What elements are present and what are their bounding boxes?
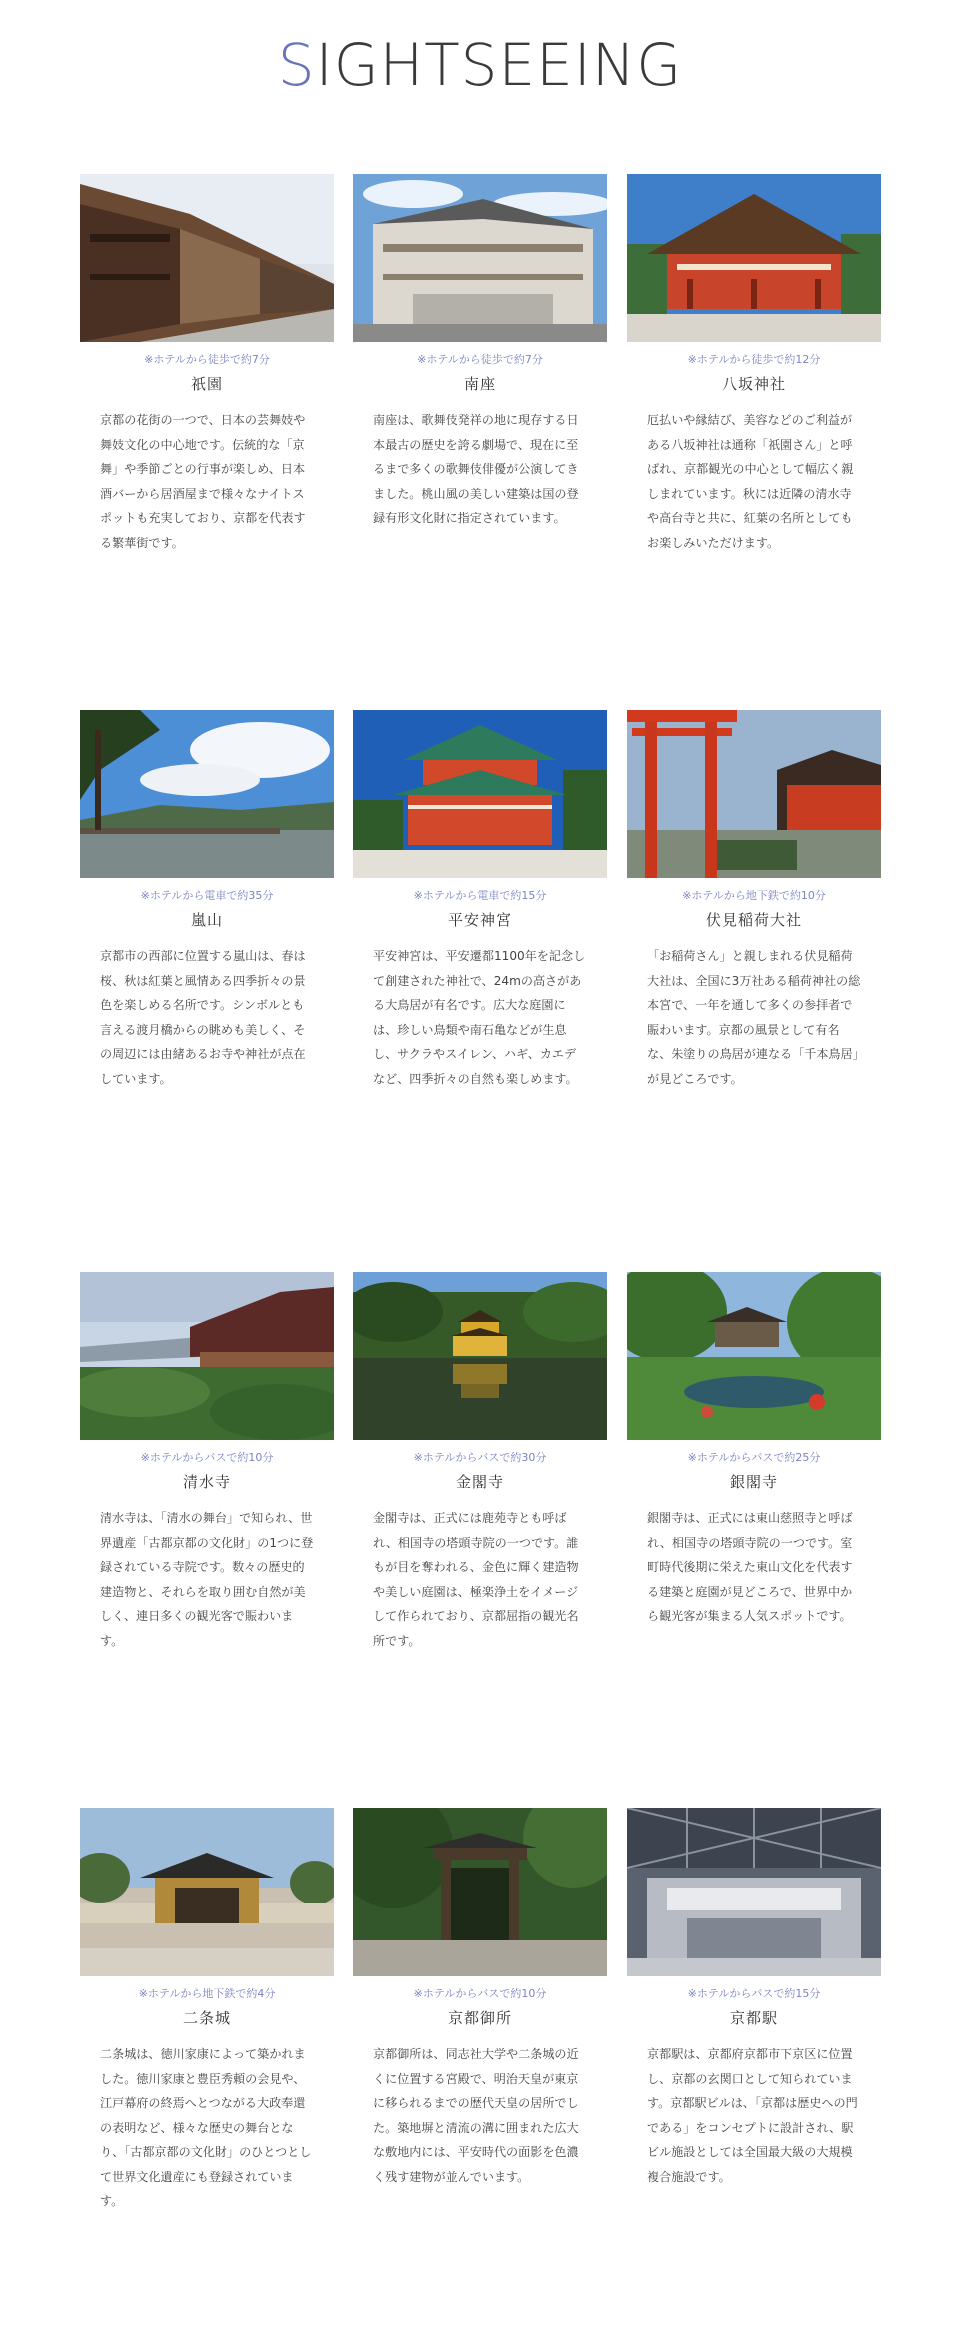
kyoto-gosho-photo xyxy=(353,1808,607,1976)
spot-card-kiyomizu-dera[interactable] xyxy=(80,1272,334,1653)
spot-name: 八坂神社 xyxy=(721,375,786,393)
spot-card-yasaka-shrine[interactable] xyxy=(627,174,881,555)
spot-name: 清水寺 xyxy=(182,1473,231,1491)
spot-access: ※ホテルから地下鉄で約10分 xyxy=(682,889,826,902)
spot-description: 銀閣寺は、正式には東山慈照寺と呼ばれ、相国寺の塔頭寺院の一つです。室町時代後期に栄えた東山文化を代表する建築と庭園が見どころで、世界中から観光客が集まる人気スポットです。 xyxy=(647,1511,853,1623)
spot-card-arashiyama[interactable] xyxy=(80,710,334,1091)
spot-name: 伏見稲荷大社 xyxy=(705,911,802,929)
spot-description: 清水寺は、「清水の舞台」で知られ、世界遺産「古都京都の文化財」の1つに登録されている寺院です。数々の歴史的建造物と、それらを取り囲む自然が美しく、連日多くの観光客で賑わいます。 xyxy=(100,1511,314,1648)
spot-description: 平安神宮は、平安遷都1100年を記念して創建された神社で、24mの高さがある大鳥居が有名です。広大な庭園には、珍しい鳥類や南石亀などが生息し、サクラやスイレン、ハギ、カエデなど、四季折々の自然も楽しめます。 xyxy=(373,949,586,1086)
spot-access: ※ホテルからバスで約25分 xyxy=(687,1451,821,1464)
spot-access: ※ホテルから電車で約15分 xyxy=(413,889,547,902)
arashiyama-photo xyxy=(80,710,334,878)
spot-name: 二条城 xyxy=(182,2009,231,2027)
spot-card-kinkaku-ji[interactable] xyxy=(353,1272,607,1653)
spot-card-heian-shrine[interactable] xyxy=(353,710,607,1091)
spot-access: ※ホテルからバスで約30分 xyxy=(413,1451,547,1464)
spot-card-kyoto-gosho[interactable] xyxy=(353,1808,607,2189)
title-rest: IGHTSEEING xyxy=(315,31,683,99)
spot-name: 祇園 xyxy=(190,375,223,393)
spot-card-kyoto-station[interactable] xyxy=(627,1808,881,2189)
nijo-castle-photo xyxy=(80,1808,334,1976)
spot-access: ※ホテルから徒歩で約12分 xyxy=(687,353,821,366)
title-first-letter: S xyxy=(277,31,316,99)
spot-access: ※ホテルから徒歩で約7分 xyxy=(144,353,270,366)
spot-access: ※ホテルからバスで約15分 xyxy=(687,1987,821,2000)
spot-access: ※ホテルから電車で約35分 xyxy=(140,889,274,902)
heian-shrine-photo xyxy=(353,710,607,878)
kyoto-station-photo xyxy=(627,1808,881,1976)
spot-description: 京都御所は、同志社大学や二条城の近くに位置する宮殿で、明治天皇が東京に移られるまでの歴代天皇の居所でした。築地塀と清流の溝に囲まれた広大な敷地内には、平安時代の面影を色濃く残す建物が並んでいます。 xyxy=(373,2047,579,2184)
spot-description: 南座は、歌舞伎発祥の地に現存する日本最古の歴史を誇る劇場で、現在に至るまで多くの歌舞伎俳優が公演してきました。桃山風の美しい建築は国の登録有形文化財に指定されています。 xyxy=(373,413,579,525)
spot-description: 京都の花街の一つで、日本の芸舞妓や舞妓文化の中心地です。伝統的な「京舞」や季節ごとの行事が楽しめ、日本酒バーから居酒屋まで様々なナイトスポットも充実しており、京都を代表する繁華街です。 xyxy=(100,413,306,550)
spot-name: 銀閣寺 xyxy=(729,1473,778,1491)
spot-description: 京都市の西部に位置する嵐山は、春は桜、秋は紅葉と風情ある四季折々の景色を楽しめる名所です。シンボルとも言える渡月橋からの眺めも美しく、その周辺には由緒あるお寺や神社が点在しています。 xyxy=(100,949,306,1086)
spot-description: 京都駅は、京都府京都市下京区に位置し、京都の玄関口として知られています。京都駅ビルは、「京都は歴史への門である」をコンセプトに設計され、駅ビル施設としては全国最大級の大規模複合施設です。 xyxy=(647,2047,858,2184)
spot-card-gion[interactable] xyxy=(80,174,334,555)
spot-name: 京都駅 xyxy=(729,2009,778,2027)
spot-description: 金閣寺は、正式には鹿苑寺とも呼ばれ、相国寺の塔頭寺院の一つです。誰もが目を奪われる、金色に輝く建造物や美しい庭園は、極楽浄土をイメージして作られており、京都屈指の観光名所です。 xyxy=(373,1511,579,1648)
gion-photo xyxy=(80,174,334,342)
spot-name: 京都御所 xyxy=(447,2009,512,2027)
kinkaku-ji-photo xyxy=(353,1272,607,1440)
spot-access: ※ホテルからバスで約10分 xyxy=(413,1987,547,2000)
spot-description: 厄払いや縁結び、美容などのご利益がある八坂神社は通称「祇園さん」と呼ばれ、京都観光の中心として幅広く親しまれています。秋には近隣の清水寺や高台寺と共に、紅葉の名所としてもお楽しみいただけます。 xyxy=(647,413,854,550)
spot-access: ※ホテルからバスで約10分 xyxy=(140,1451,274,1464)
spot-card-fushimi-inari[interactable] xyxy=(627,710,881,1091)
spot-access: ※ホテルから地下鉄で約4分 xyxy=(138,1987,276,2000)
fushimi-inari-photo xyxy=(627,710,881,878)
spot-name: 南座 xyxy=(463,375,496,393)
spot-name: 嵐山 xyxy=(190,911,223,929)
page-title xyxy=(0,30,960,100)
minamiza-photo xyxy=(353,174,607,342)
spot-name: 平安神宮 xyxy=(447,911,512,929)
spot-card-nijo-castle[interactable] xyxy=(80,1808,334,2214)
spot-name: 金閣寺 xyxy=(455,1473,504,1491)
spot-card-minamiza[interactable] xyxy=(353,174,607,531)
yasaka-shrine-photo xyxy=(627,174,881,342)
kiyomizu-dera-photo xyxy=(80,1272,334,1440)
spot-description: 二条城は、徳川家康によって築かれました。徳川家康と豊臣秀頼の会見や、江戸幕府の終焉へとつながる大政奉還の表明など、様々な歴史の舞台となり、「古都京都の文化財」のひとつとして世界文化遺産にも登録されています。 xyxy=(100,2047,312,2208)
spot-card-ginkaku-ji[interactable] xyxy=(627,1272,881,1629)
ginkaku-ji-photo xyxy=(627,1272,881,1440)
spot-access: ※ホテルから徒歩で約7分 xyxy=(417,353,543,366)
spot-description: 「お稲荷さん」と親しまれる伏見稲荷大社は、全国に3万社ある稲荷神社の総本宮で、一年を通して多くの参拝者で賑わいます。京都の風景として有名な、朱塗りの鳥居が連なる「千本鳥居」が見どころです。 xyxy=(647,949,861,1086)
